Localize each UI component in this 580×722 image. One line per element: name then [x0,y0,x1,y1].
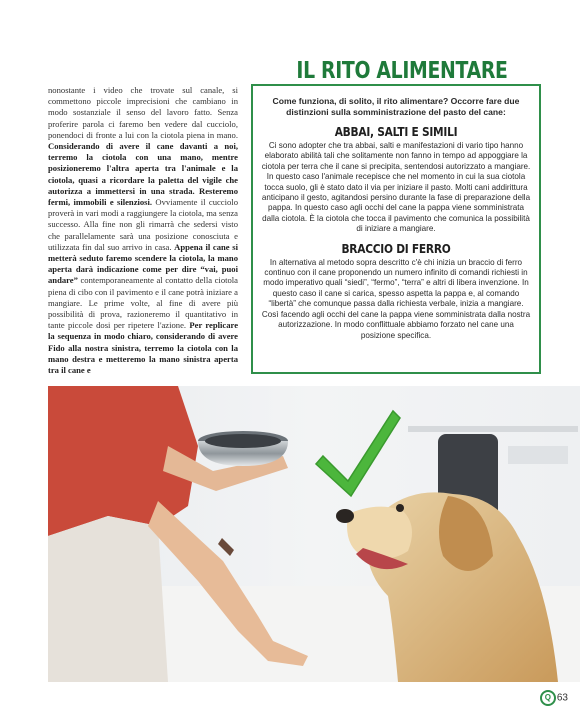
box-intro: Come funziona, di solito, il rito alimentare? Occorre fare due distinzioni sulla somministrazione del pasto del cane: [272,96,520,117]
dog-muzzle [347,507,412,559]
text-run-bold: Considerando di avere il cane davanti a noi, terremo la ciotola con una mano, mentre posizioneremo l'altra aperta tra l'animale e la ciotola, quasi a ricordare la paletta del vigile che autorizza a immettersi in una strada. Resteremo fermi, immobili e silenziosi. [48,141,238,208]
section-text-abbai: Ci sono adopter che tra abbai, salti e manifestazioni di vario tipo hanno elaborato abilità tali che solitamente non fanno in tempo ad appoggiare la ciotola per terra che il cane si precipita, sentendosi autorizzato a mangiare. In questo caso l'animale recepisce che nel momento in cui la sua ciotola tocca suolo, gli è stato dato il via per iniziare il pasto. Molti cani addirittura anticipano il gesto, agitandosi persino durante la fase di preparazione della pappa. In questo caso agli occhi del cane la pappa viene somministrata dalla ciotola. È la ciotola che tocca il pavimento che comunica la possibilità di iniziare a mangiare. [261,141,531,234]
person-trousers [48,516,168,682]
photo-illustration [48,386,580,682]
text-run: nonostante i video che trovate sul canale, si commettono piccole imprecisioni che cambiano in modo sostanziale il senso del lavoro fatto. Senza proferire parola ci faremo ben vedere dal cucciolo, ponendoci di fronte a lui con la ciotola piena in mano. [48,85,238,140]
section-text-braccio: In alternativa al metodo sopra descritto c'è chi inizia un braccio di ferro continuo con il cane proponendo un numero infinito di comandi richiesti in modo imperativo quali “siedi”, “fermo”, “terra” e altri di libera invenzione. In questo caso il cane si carica, spesso aspetta la pappa e, al comando “libertà” che comunque passa dalla richiesta verbale, inizia a mangiare. Così facendo agli occhi del cane la pappa viene somministrata dalla nostra autorizzazione. In modo conflittuale abbiamo forzato nel cane una posizione specifica. [261,257,531,340]
dog-nose [336,509,354,523]
section-title-braccio: BRACCIO DI FERRO [341,240,451,256]
article-left-column [48,85,238,376]
dog-eye [396,504,404,512]
box-title: IL RITO ALIMENTARE [296,58,508,84]
left-column-text [48,85,238,376]
page-number: 63 [556,692,568,704]
dog-feeding-photo [48,386,580,682]
text-run: contemporaneamente al contatto della ciotola piena di cibo con il pavimento e il cane potrà iniziare a mangiare. Le prime volte, al fine di avere più possibilità di prova, razioneremo il quantitativo in tante piccole dosi per ripetere l'azione. [48,275,238,331]
page-footer [540,690,568,706]
text-run-bold: Appena il cane si metterà seduto faremo scendere la ciotola, la mano aperta darà indicazione come per dire “vai, puoi andare” [48,241,238,286]
text-run-bold: Per replicare la sequenza in modo chiaro, considerando di avere Fido alla nostra sinistra, terremo la ciotola con la mano destra e metteremo la mano sinistra aperta tra il cane e [48,320,239,376]
info-box [251,84,541,374]
text-run: Ovviamente il cucciolo proverà in vari modi a raggiungere la ciotola, ma senza successo. Alla fine non gli rimarrà che sedersi visto che parallelamente sarà una posizione conosciuta e utilizzata fin dal suo arrivo in casa. [48,197,238,252]
magazine-logo-icon: Q [540,690,556,706]
section-title-abbai: ABBAI, SALTI E SIMILI [334,124,458,139]
